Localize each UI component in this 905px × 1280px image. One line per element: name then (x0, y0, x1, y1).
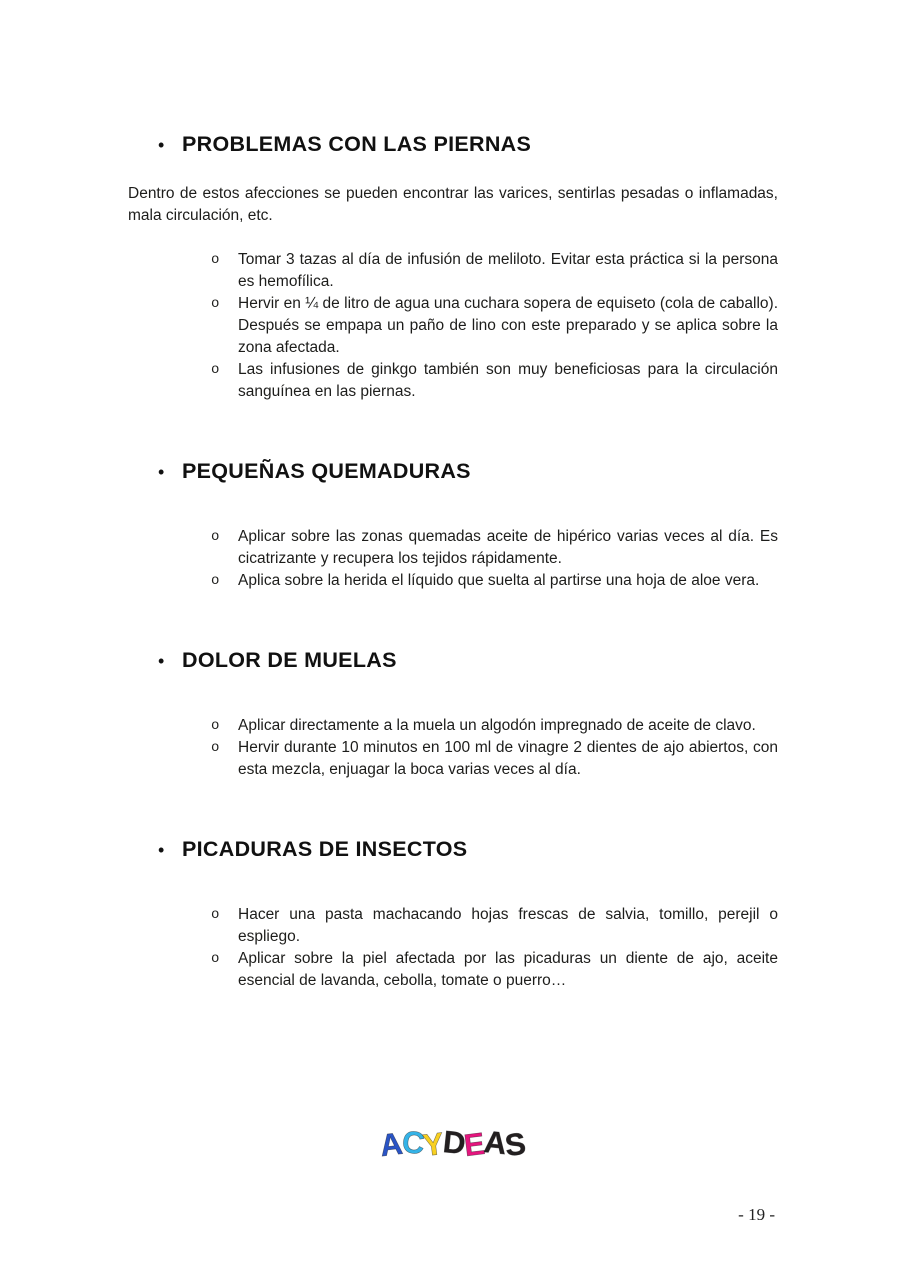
o-bullet-marker-icon: o (211, 573, 220, 589)
list-item-text: Hervir en ¼ de litro de agua una cuchara sopera de equiseto (cola de caballo). Después se empapa un paño de lino con este preparado y se aplica sobre la zona afectada. (238, 295, 778, 356)
list-item (211, 570, 778, 592)
o-bullet-marker-icon: o (211, 529, 220, 545)
o-bullet-marker-icon: o (211, 951, 220, 967)
section-heading-row (158, 130, 778, 159)
list-item (211, 249, 778, 293)
list-item (211, 737, 778, 781)
bullet-list (211, 249, 778, 403)
list-item (211, 293, 778, 359)
section-heading: PROBLEMAS CON LAS PIERNAS (182, 132, 532, 156)
bullet-list (211, 526, 778, 592)
heading-bullet-icon: • (158, 462, 165, 482)
bullet-list (211, 715, 778, 781)
section-heading-row (158, 835, 778, 864)
bullet-list (211, 904, 778, 992)
list-item (211, 526, 778, 570)
heading-bullet-icon: • (158, 651, 165, 671)
list-item-text: Aplicar sobre la piel afectada por las picaduras un diente de ajo, aceite esencial de lavanda, cebolla, tomate o puerro… (238, 950, 778, 989)
logo-letter: S (503, 1125, 527, 1164)
heading-bullet-icon: • (158, 840, 165, 860)
heading-bullet-icon: • (158, 135, 165, 155)
list-item-text: Hervir durante 10 minutos en 100 ml de vinagre 2 dientes de ajo abiertos, con esta mezcla, enjuagar la boca varias veces al día. (238, 739, 778, 778)
section-heading: PEQUEÑAS QUEMADURAS (182, 459, 471, 483)
content-section (128, 130, 778, 403)
o-bullet-marker-icon: o (211, 362, 220, 378)
content-section (128, 457, 778, 592)
section-intro: Dentro de estos afecciones se pueden encontrar las varices, sentirlas pesadas o inflamadas, mala circulación, etc. (128, 185, 778, 224)
logo-letter: Y (420, 1125, 445, 1164)
list-item-text: Aplicar directamente a la muela un algodón impregnado de aceite de clavo. (238, 717, 756, 734)
content-section (128, 835, 778, 992)
list-item (211, 715, 778, 737)
list-item (211, 948, 778, 992)
list-item-text: Tomar 3 tazas al día de infusión de meliloto. Evitar esta práctica si la persona es hemofílica. (238, 251, 778, 290)
section-heading: DOLOR DE MUELAS (182, 648, 397, 672)
acydeas-logo (0, 1123, 905, 1164)
content-section (128, 646, 778, 781)
o-bullet-marker-icon: o (211, 252, 220, 268)
logo-letter: A (482, 1123, 508, 1162)
section-heading: PICADURAS DE INSECTOS (182, 837, 468, 861)
list-item-text: Aplica sobre la herida el líquido que suelta al partirse una hoja de aloe vera. (238, 572, 760, 589)
list-item-text: Las infusiones de ginkgo también son muy beneficiosas para la circulación sanguínea en las piernas. (238, 361, 778, 400)
logo-letter: C (399, 1123, 425, 1162)
o-bullet-marker-icon: o (211, 296, 220, 312)
document-body (128, 130, 778, 1046)
logo-letter: A (378, 1125, 404, 1164)
section-heading-row (158, 457, 778, 486)
o-bullet-marker-icon: o (211, 740, 220, 756)
logo-letter: E (462, 1125, 486, 1164)
list-item-text: Hacer una pasta machacando hojas frescas de salvia, tomillo, perejil o espliego. (238, 906, 778, 945)
o-bullet-marker-icon: o (211, 907, 220, 923)
list-item-text: Aplicar sobre las zonas quemadas aceite de hipérico varias veces al día. Es cicatrizante y recupera los tejidos rápidamente. (238, 528, 778, 567)
logo-letter: D (441, 1123, 466, 1162)
o-bullet-marker-icon: o (211, 718, 220, 734)
list-item (211, 904, 778, 948)
section-heading-row (158, 646, 778, 675)
list-item (211, 359, 778, 403)
page-number: - 19 - (738, 1205, 775, 1224)
